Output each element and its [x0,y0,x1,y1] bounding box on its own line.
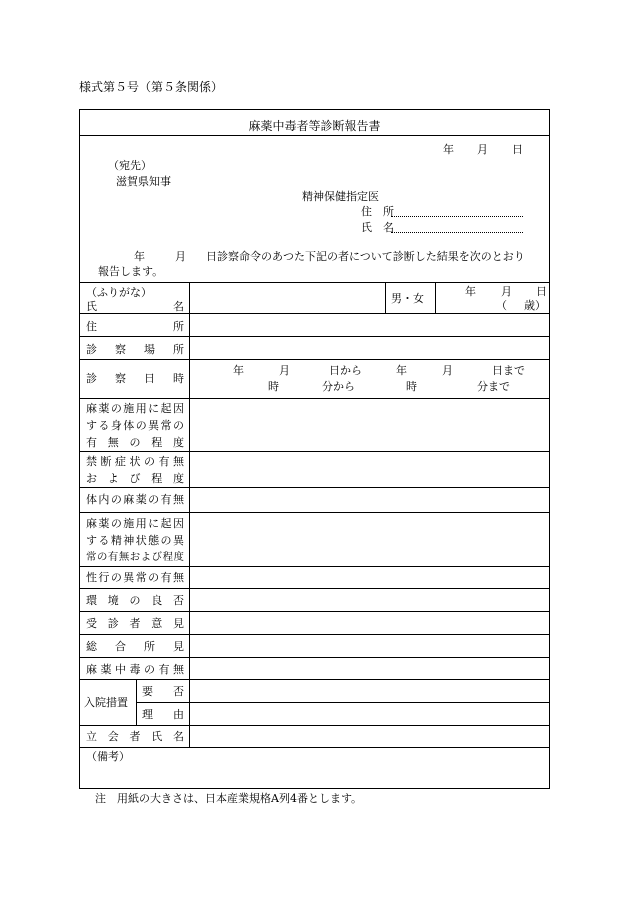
divider [136,702,549,703]
doctor-title: 精神保健指定医 [302,190,379,203]
doctor-name-label: 氏 名 [361,221,394,234]
divider [80,451,549,452]
addiction-label: 麻 薬 中 毒 の 有 無 [86,663,184,676]
witness-label: 立 会 者 氏 名 [86,730,184,743]
dt-year-from: 年 [233,364,244,377]
dt-year-to: 年 [396,364,407,377]
divider [80,657,549,658]
mental-state-label-1: 麻 薬 の 施 用 に 起 因 [86,517,184,530]
overall-label: 総 合 所 見 [86,640,184,653]
divider [80,359,549,360]
dt-month-to: 月 [442,364,453,377]
divider [80,634,549,635]
hospitalization-label: 入院措置 [84,696,128,709]
mental-state-label-2: す る 精 神 状 態 の 異 [86,534,184,547]
intro-year-label: 年 [134,250,145,263]
cell-divider [385,282,386,313]
mental-state-label-3: 常 の 有 無 お よ び 程 度 [86,551,184,563]
body-abnormal-label-1: 麻 薬 の 施 用 に 起 因 [86,402,184,415]
form-number: 様式第５号（第５条関係） [79,80,224,94]
date-year-label: 年 [443,143,454,156]
birth-year-label: 年 [465,285,476,298]
remarks-label: （備考） [86,750,130,763]
body-abnormal-label-2: す る 身 体 の 異 常 の [86,419,184,432]
divider [80,313,549,314]
narcotic-in-body-label: 体 内 の 麻 薬 の 有 無 [86,493,184,506]
age-open: （ [496,299,507,312]
conduct-label: 性 行 の 異 常 の 有 無 [86,571,184,584]
doctor-name-line[interactable] [391,232,523,233]
withdrawal-label-1: 禁 断 症 状 の 有 無 [86,455,184,468]
name-label: 氏 名 [86,300,184,313]
report-form [79,109,550,789]
doctor-address-label: 住 所 [361,205,394,218]
intro-text: 日診察命令のあつた下記の者について診断した結果を次のとおり [206,250,525,263]
birth-month-label: 月 [501,285,512,298]
body-abnormal-label-3: 有 無 の 程 度 [86,436,184,449]
withdrawal-label-2: お よ び 程 度 [86,472,184,485]
intro-text-cont: 報告します。 [98,265,164,278]
divider [80,135,549,136]
gender-field[interactable]: 男・女 [391,292,424,305]
age-close: 歳） [524,299,546,312]
furigana-label: （ふりがな） [86,286,152,299]
column-divider [189,282,190,747]
exam-datetime-label: 診 察 日 時 [86,372,184,385]
necessity-label: 要 否 [142,685,184,698]
divider [80,336,549,337]
divider [80,398,549,399]
birth-day-label: 日 [536,285,547,298]
divider [80,566,549,567]
date-month-label: 月 [477,143,488,156]
dt-day-from: 日から [329,364,362,377]
dt-minute-from: 分から [322,380,355,393]
intro-month-label: 月 [175,250,186,263]
divider [80,611,549,612]
cell-divider [435,282,436,313]
divider [80,725,549,726]
address-label: 住 所 [86,320,184,333]
dt-month-from: 月 [279,364,290,377]
addressee-name: 滋賀県知事 [116,175,171,188]
divider [80,679,549,680]
dt-minute-to: 分まで [477,380,510,393]
dt-day-to: 日まで [492,364,525,377]
patient-opinion-label: 受 診 者 意 見 [86,617,184,630]
dt-hour-to: 時 [406,380,417,393]
environment-label: 環 境 の 良 否 [86,594,184,607]
divider [80,282,549,283]
reason-label: 理 由 [142,708,184,721]
addressee-prefix: （宛先） [108,159,152,172]
doctor-address-line[interactable] [391,216,523,217]
divider [80,588,549,589]
paper-size-note: 注 用紙の大きさは、日本産業規格A列4番とします。 [95,792,363,805]
form-title: 麻薬中毒者等診断報告書 [248,119,381,133]
divider [80,512,549,513]
divider [80,747,549,748]
dt-hour-from: 時 [268,380,279,393]
exam-place-label: 診 察 場 所 [86,343,184,356]
divider [80,487,549,488]
date-day-label: 日 [512,143,523,156]
